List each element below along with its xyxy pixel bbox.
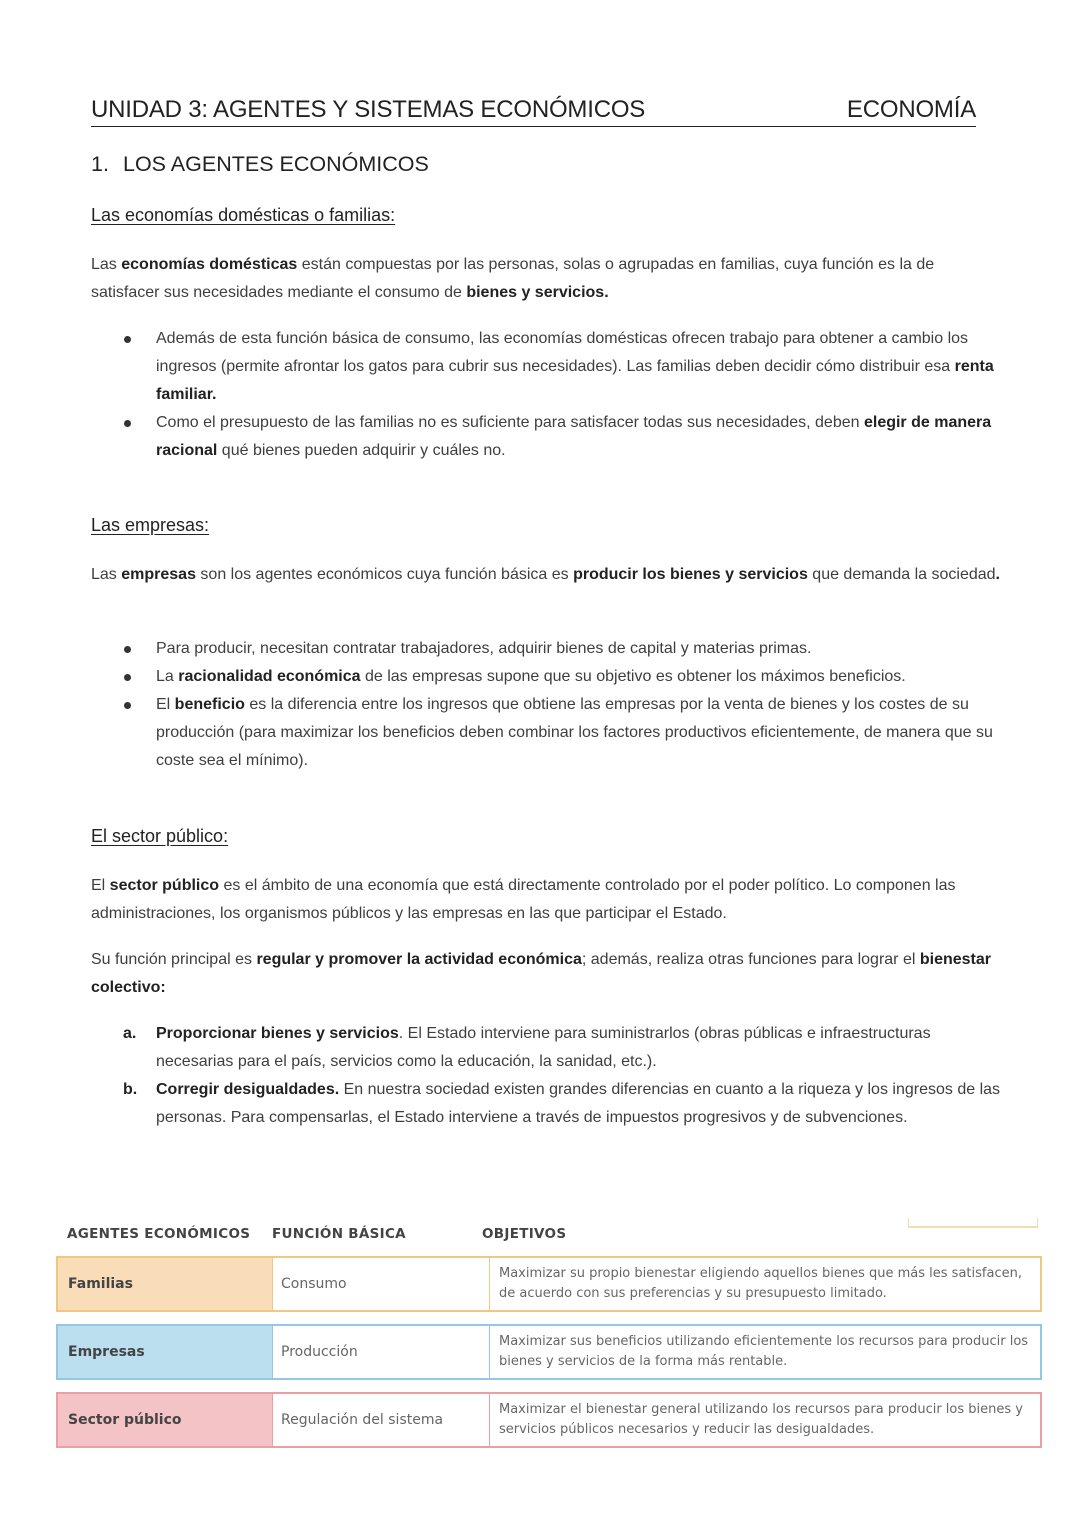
decorative-line (908, 1218, 1038, 1228)
list-familias (91, 325, 1006, 465)
subheading-familias: Las economías domésticas o familias: (91, 205, 396, 225)
list-item: b. Corregir desigualdades. En nuestra sociedad existen grandes diferencias en cuanto a la riqueza y los ingresos de las personas. Para compensarlas, el Estado interviene a través de impuestos progresivos y de subvenciones. (123, 1081, 1001, 1126)
column-header: AGENTES ECONÓMICOS (67, 1226, 251, 1242)
bullet-icon (124, 702, 131, 709)
agents-table (56, 1218, 1040, 1437)
subject-title: ECONOMÍA (846, 96, 976, 123)
function-cell: Producción (272, 1326, 489, 1378)
list-empresas (91, 635, 1006, 775)
section-title: LOS AGENTES ECONÓMICOS (123, 152, 429, 176)
list-item: Para producir, necesitan contratar trabajadores, adquirir bienes de capital y materias primas. (91, 635, 1006, 663)
column-header: FUNCIÓN BÁSICA (272, 1226, 406, 1242)
paragraph-sector-2: Su función principal es regular y promover la actividad económica; además, realiza otras funciones para lograr el bienestar colectivo: (91, 951, 991, 996)
page-header (91, 94, 976, 127)
bullet-icon (124, 420, 131, 427)
paragraph-empresas: Las empresas son los agentes económicos cuya función básica es producir los bienes y servicios que demanda la sociedad. (91, 566, 1000, 583)
list-item: El beneficio es la diferencia entre los ingresos que obtiene las empresas por la venta de bienes y los costes de su producción (para maximizar los beneficios deben combinar los factores productivos eficientemente, de manera que su coste sea el mínimo). (91, 691, 1006, 775)
section-number: 1. (91, 152, 109, 176)
bullet-icon (124, 336, 131, 343)
objective-cell: Maximizar sus beneficios utilizando eficientemente los recursos para producir los bienes y servicios de la forma más rentable. (489, 1326, 1040, 1378)
table-row (56, 1392, 1042, 1448)
section-heading (91, 152, 429, 177)
objective-cell: Maximizar el bienestar general utilizando los recursos para producir los bienes y servicios públicos necesarios y reducir las desigualdades. (489, 1394, 1040, 1446)
list-item: a. Proporcionar bienes y servicios. El Estado interviene para suministrarlos (obras públicas e infraestructuras necesarias para el país, servicios como la educación, la sanidad, etc.). (123, 1025, 931, 1070)
list-item: Además de esta función básica de consumo, las economías domésticas ofrecen trabajo para obtener a cambio los ingresos (permite afrontar los gatos para cubrir sus necesidades). Las familias deben decidir cómo distribuir esa renta familiar. (91, 325, 1006, 409)
subheading-empresas: Las empresas: (91, 515, 210, 535)
list-sector-functions (91, 1020, 1006, 1132)
function-cell: Regulación del sistema (272, 1394, 489, 1446)
list-item: Como el presupuesto de las familias no es suficiente para satisfacer todas sus necesidades, deben elegir de manera racional qué bienes pueden adquirir y cuáles no. (91, 409, 1006, 465)
subheading-sector-publico: El sector público: (91, 826, 229, 846)
paragraph-sector-1: El sector público es el ámbito de una economía que está directamente controlado por el poder político. Lo componen las administraciones, los organismos públicos y las empresas en las que participar el Estado. (91, 877, 956, 922)
table-row (56, 1324, 1042, 1380)
bullet-icon (124, 674, 131, 681)
objective-cell: Maximizar su propio bienestar eligiendo aquellos bienes que más les satisfacen, de acuerdo con sus preferencias y su presupuesto limitado. (489, 1258, 1040, 1310)
table-header (56, 1218, 1040, 1250)
unit-title: UNIDAD 3: AGENTES Y SISTEMAS ECONÓMICOS (91, 96, 646, 123)
list-item: La racionalidad económica de las empresas supone que su objetivo es obtener los máximos beneficios. (91, 663, 1006, 691)
paragraph-familias: Las economías domésticas están compuestas por las personas, solas o agrupadas en familias, cuya función es la de satisfacer sus necesidades mediante el consumo de bienes y servicios. (91, 256, 935, 301)
agent-cell: Empresas (58, 1326, 272, 1378)
function-cell: Consumo (272, 1258, 489, 1310)
agent-cell: Familias (58, 1258, 272, 1310)
column-header: OBJETIVOS (482, 1226, 567, 1242)
agent-cell: Sector público (58, 1394, 272, 1446)
bullet-icon (124, 646, 131, 653)
table-row (56, 1256, 1042, 1312)
